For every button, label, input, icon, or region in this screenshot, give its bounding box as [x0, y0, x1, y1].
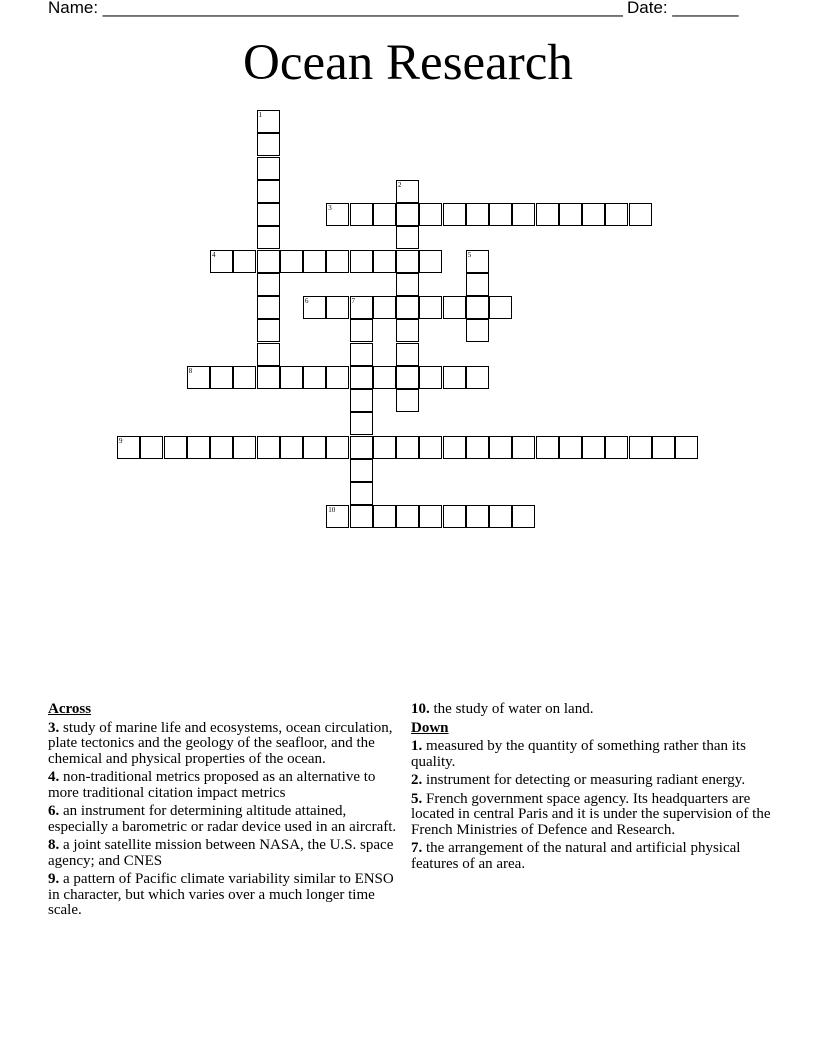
grid-cell[interactable]	[373, 296, 396, 319]
grid-cell[interactable]	[350, 505, 373, 528]
clue-number: 5.	[411, 790, 423, 807]
clue-down-2	[411, 773, 771, 789]
grid-cell[interactable]	[419, 296, 442, 319]
grid-cell[interactable]	[233, 436, 256, 459]
clue-text: instrument for detecting or measuring radiant energy.	[426, 772, 746, 788]
grid-cell[interactable]	[164, 436, 187, 459]
clues-column-left	[48, 702, 398, 922]
clue-across-9	[48, 872, 398, 919]
grid-cell[interactable]	[373, 505, 396, 528]
grid-cell[interactable]	[396, 226, 419, 249]
grid-cell[interactable]	[419, 505, 442, 528]
grid-cell[interactable]	[257, 319, 280, 342]
grid-cell[interactable]	[396, 296, 419, 319]
page-title: Ocean Research	[243, 35, 573, 91]
clue-text: the study of water on land.	[433, 701, 594, 717]
grid-cell[interactable]	[396, 250, 419, 273]
grid-cell[interactable]	[350, 436, 373, 459]
grid-cell[interactable]	[280, 250, 303, 273]
grid-cell[interactable]	[257, 250, 280, 273]
clue-down-7	[411, 841, 771, 872]
clue-text: an instrument for determining altitude attained, especially a barometric or radar device used in an aircraft.	[48, 803, 397, 835]
clue-number: 7.	[411, 840, 423, 856]
clue-number: 6.	[48, 803, 60, 819]
grid-cell[interactable]	[257, 203, 280, 226]
grid-cell[interactable]	[396, 366, 419, 389]
grid-cell[interactable]	[582, 203, 605, 226]
grid-cell[interactable]	[512, 203, 535, 226]
grid-cell[interactable]	[396, 273, 419, 296]
grid-cell[interactable]	[350, 389, 373, 412]
clue-number: 10.	[411, 701, 430, 717]
grid-cell[interactable]	[350, 459, 373, 482]
grid-cell[interactable]	[419, 203, 442, 226]
grid-cell[interactable]	[257, 296, 280, 319]
grid-cell[interactable]	[419, 436, 442, 459]
clue-text: a pattern of Pacific climate variability similar to ENSO in character, but which varies over a much longer time scale.	[48, 871, 394, 918]
grid-cell[interactable]	[326, 436, 349, 459]
clue-number-label: 3	[328, 204, 332, 212]
grid-cell[interactable]	[280, 366, 303, 389]
grid-cell[interactable]	[350, 366, 373, 389]
grid-cell[interactable]	[466, 296, 489, 319]
grid-cell[interactable]	[210, 436, 233, 459]
grid-cell[interactable]	[187, 436, 210, 459]
grid-cell[interactable]	[140, 436, 163, 459]
grid-cell[interactable]	[350, 250, 373, 273]
grid-cell[interactable]	[396, 343, 419, 366]
clue-across-10	[411, 702, 771, 718]
grid-cell[interactable]	[396, 319, 419, 342]
grid-cell[interactable]	[280, 436, 303, 459]
grid-cell[interactable]	[536, 436, 559, 459]
clue-number: 8.	[48, 837, 60, 853]
clue-down-5	[411, 792, 771, 839]
grid-cell[interactable]	[489, 505, 512, 528]
clue-across-6	[48, 804, 398, 835]
down-heading: Down	[411, 719, 449, 736]
grid-cell[interactable]	[419, 250, 442, 273]
grid-cell[interactable]	[233, 250, 256, 273]
name-field: Name: _______________________________________________________	[48, 0, 623, 17]
grid-cell[interactable]	[396, 203, 419, 226]
clue-number-label: 4	[212, 250, 216, 259]
clue-number-label: 10	[328, 506, 336, 515]
grid-cell[interactable]	[629, 203, 652, 226]
grid-cell[interactable]	[629, 436, 652, 459]
clue-number: 2.	[411, 772, 423, 788]
grid-cell[interactable]	[466, 203, 489, 226]
grid-cell[interactable]	[582, 436, 605, 459]
grid-cell[interactable]	[489, 203, 512, 226]
clue-text: study of marine life and ecosystems, ocean circulation, plate tectonics and the geology of the seafloor, and the chemical and physical properties of the ocean.	[48, 719, 393, 767]
grid-cell[interactable]	[443, 366, 466, 389]
clues-column-right	[411, 702, 771, 875]
grid-cell[interactable]	[443, 436, 466, 459]
across-heading: Across	[48, 701, 92, 717]
clue-number-label: 2	[398, 180, 402, 189]
date-field: Date: _______	[627, 0, 739, 17]
grid-cell[interactable]	[257, 436, 280, 459]
grid-cell[interactable]	[512, 436, 535, 459]
clue-number-label: 9	[119, 436, 123, 445]
grid-cell[interactable]	[396, 436, 419, 459]
clue-number: 1.	[411, 738, 423, 754]
grid-cell[interactable]	[257, 180, 280, 203]
grid-cell[interactable]	[326, 250, 349, 273]
clue-down-1	[411, 739, 771, 770]
grid-cell[interactable]	[350, 343, 373, 366]
clue-number-label: 8	[188, 366, 193, 375]
grid-cell[interactable]	[443, 505, 466, 528]
grid-cell[interactable]	[605, 203, 628, 226]
grid-cell[interactable]	[396, 389, 419, 412]
grid-cell[interactable]	[303, 250, 326, 273]
grid-cell[interactable]	[303, 366, 326, 389]
clue-number-label: 1	[258, 111, 262, 119]
grid-cell[interactable]	[326, 296, 349, 319]
clue-text: the arrangement of the natural and artificial physical features of an area.	[411, 840, 741, 872]
grid-cell[interactable]	[652, 436, 675, 459]
grid-cell[interactable]	[210, 366, 233, 389]
grid-cell[interactable]	[536, 203, 559, 226]
clue-number: 3.	[48, 719, 60, 736]
grid-cell[interactable]	[373, 203, 396, 226]
grid-cell[interactable]	[489, 436, 512, 459]
grid-cell[interactable]	[466, 366, 489, 389]
grid-cell[interactable]	[466, 436, 489, 459]
grid-cell[interactable]	[675, 436, 698, 459]
clue-across-8	[48, 838, 398, 869]
clue-across-4	[48, 770, 398, 801]
clue-text: non-traditional metrics proposed as an alternative to more traditional citation impact metrics	[48, 769, 376, 801]
grid-cell[interactable]	[605, 436, 628, 459]
grid-cell[interactable]	[257, 133, 280, 156]
grid-cell[interactable]	[443, 296, 466, 319]
clue-text: French government space agency. Its headquarters are located in central Paris and it is under the supervision of the French Ministries of Defence and Research.	[411, 790, 771, 838]
grid-cell[interactable]	[257, 157, 280, 180]
clue-text: measured by the quantity of something rather than its quality.	[411, 738, 746, 770]
clue-number-label: 6	[305, 297, 309, 305]
grid-cell[interactable]	[466, 273, 489, 296]
grid-cell[interactable]	[257, 226, 280, 249]
grid-cell[interactable]	[350, 412, 373, 435]
grid-cell[interactable]	[466, 319, 489, 342]
grid-cell[interactable]	[466, 505, 489, 528]
clue-text: a joint satellite mission between NASA, the U.S. space agency; and CNES	[48, 837, 394, 869]
grid-cell[interactable]	[303, 436, 326, 459]
grid-cell[interactable]	[373, 436, 396, 459]
grid-cell[interactable]	[257, 273, 280, 296]
grid-cell[interactable]	[512, 505, 535, 528]
clue-number-label: 7	[351, 297, 355, 305]
grid-cell[interactable]	[396, 505, 419, 528]
clue-number-label: 5	[467, 250, 472, 259]
grid-cell[interactable]	[257, 366, 280, 389]
grid-cell[interactable]	[326, 366, 349, 389]
clue-across-3	[48, 721, 398, 768]
grid-cell[interactable]	[489, 296, 512, 319]
clue-number: 4.	[48, 769, 60, 785]
grid-cell[interactable]	[443, 203, 466, 226]
grid-cell[interactable]	[350, 482, 373, 505]
grid-cell[interactable]	[419, 366, 442, 389]
grid-cell[interactable]	[373, 366, 396, 389]
grid-cell[interactable]	[257, 343, 280, 366]
grid-cell[interactable]	[373, 250, 396, 273]
grid-cell[interactable]	[559, 436, 582, 459]
grid-cell[interactable]	[350, 203, 373, 226]
grid-cell[interactable]	[233, 366, 256, 389]
clue-number: 9.	[48, 871, 60, 887]
grid-cell[interactable]	[350, 319, 373, 342]
grid-cell[interactable]	[559, 203, 582, 226]
